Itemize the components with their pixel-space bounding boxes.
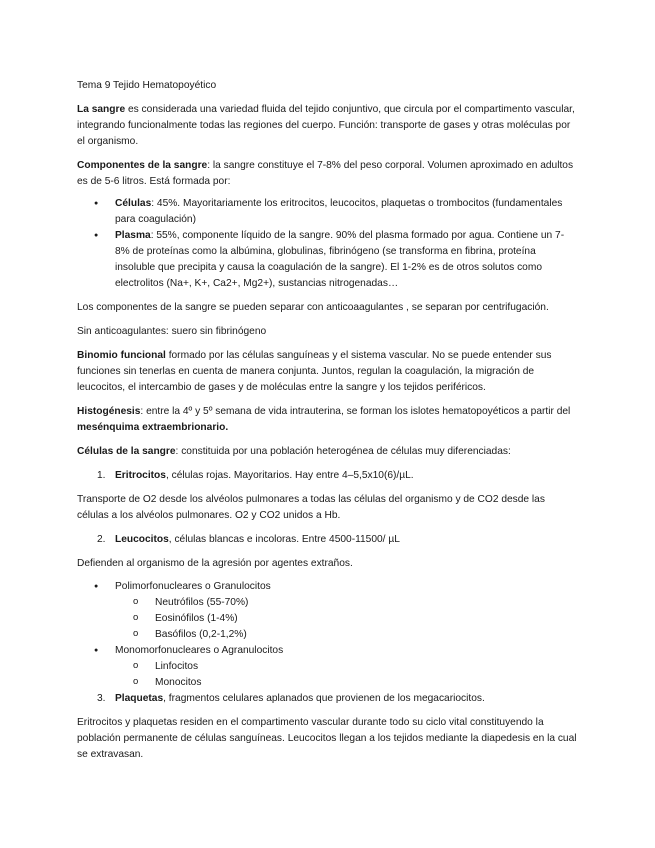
paragraph-transporte: Transporte de O2 desde los alvéolos pulmonares a todas las células del organismo y de CO2 desde las células a los alvéolos pulmonares. O2 y CO2 unidos a Hb. xyxy=(77,494,545,521)
term-sangre: La sangre xyxy=(77,104,126,115)
sublist-item: o Eosinófilos (1-4%) xyxy=(77,611,577,627)
list-item-celulas: ● Células: 45%. Mayoritariamente los eritrocitos, leucocitos, plaquetas o trombocitos (fundamentales para coagulación) xyxy=(77,196,577,228)
document-title: Tema 9 Tejido Hematopoyético xyxy=(77,80,217,91)
term-celulas-sangre: Células de la sangre xyxy=(77,446,176,457)
paragraph-celulas-sangre: Células de la sangre: constituida por una población heterogénea de células muy diferenciadas: xyxy=(77,446,511,457)
paragraph-eritrocitos-plaquetas: Eritrocitos y plaquetas residen en el compartimento vascular durante todo su ciclo vital constituyendo la población permanente de células sanguíneas. Leucocitos llegan a los tejidos mediante la diapedesis en la cual se extravasan. xyxy=(77,717,577,760)
paragraph-sangre: La sangre es considerada una variedad fluida del tejido conjuntivo, que circula por el compartimento vascular, integrando funcionalmente todas las regiones del cuerpo. Función: transporte de gases y otras moléculas por el organismo. xyxy=(77,104,575,147)
term-binomio: Binomio funcional xyxy=(77,350,166,361)
components-list xyxy=(77,196,577,292)
term-histogenesis: Histogénesis xyxy=(77,406,141,417)
paragraph-binomio: Binomio funcional formado por las células sanguíneas y el sistema vascular. No se puede entender sus funciones sin tenerlas en cuenta de manera conjunta. Juntos, regulan la coagulación, la migración de leucocitos, el intercambio de gases y de moléculas entre la sangre y los tejidos periféricos. xyxy=(77,350,552,393)
sublist-item: o Monocitos xyxy=(77,675,577,691)
term-componentes: Componentes de la sangre xyxy=(77,160,208,171)
list-item-granulocitos: ● Polimorfonucleares o Granulocitos o Neutrófilos (55-70%) o Eosinófilos (1-4%) o Basófilos (0,2-1,2%) xyxy=(77,579,577,643)
numbered-list-1 xyxy=(77,468,577,484)
list-item-plaquetas: 3. Plaquetas, fragmentos celulares aplanados que provienen de los megacariocitos. xyxy=(97,693,485,704)
list-item-leucocitos: 2. Leucocitos, células blancas e incoloras. Entre 4500-11500/ µL xyxy=(97,534,400,545)
agranulocitos-sublist xyxy=(77,659,577,691)
document-page xyxy=(77,78,577,771)
sublist-item: o Basófilos (0,2-1,2%) xyxy=(77,627,577,643)
paragraph-anticoagulantes: Los componentes de la sangre se pueden separar con anticoaagulantes , se separan por centrifugación. xyxy=(77,302,549,313)
paragraph-suero: Sin anticoagulantes: suero sin fibrinógeno xyxy=(77,326,267,337)
list-item-agranulocitos: ● Monomorfonucleares o Agranulocitos o Linfocitos o Monocitos xyxy=(77,643,577,691)
paragraph-defienden: Defienden al organismo de la agresión por agentes extraños. xyxy=(77,558,353,569)
sublist-item: o Linfocitos xyxy=(77,659,577,675)
list-item-plasma: ● Plasma: 55%, componente líquido de la sangre. 90% del plasma formado por agua. Contiene un 7-8% de proteínas como la albúmina, globulinas, fibrinógeno (se transforma en fibrina, proteína insoluble que precipita y causa la coagulación de la sangre). El 1-2% es de otros solutos como electrolitos (Na+, K+, Ca2+, Mg2+), sustancias nitrogenadas… xyxy=(77,228,577,292)
granulocitos-sublist xyxy=(77,595,577,643)
numbered-list-3 xyxy=(77,691,577,707)
leukocyte-groups xyxy=(77,579,577,691)
paragraph-histogenesis: Histogénesis: entre la 4º y 5º semana de vida intrauterina, se forman los islotes hematopoyéticos a partir del mesénquima extraembrionario. xyxy=(77,406,571,433)
list-item-eritrocitos: 1. Eritrocitos, células rojas. Mayoritarios. Hay entre 4–5,5x10(6)/µL. xyxy=(97,470,414,481)
sublist-item: o Neutrófilos (55-70%) xyxy=(77,595,577,611)
numbered-list-2 xyxy=(77,532,577,548)
paragraph-componentes: Componentes de la sangre: la sangre constituye el 7-8% del peso corporal. Volumen aproximado en adultos es de 5-6 litros. Está formada por: xyxy=(77,160,574,187)
